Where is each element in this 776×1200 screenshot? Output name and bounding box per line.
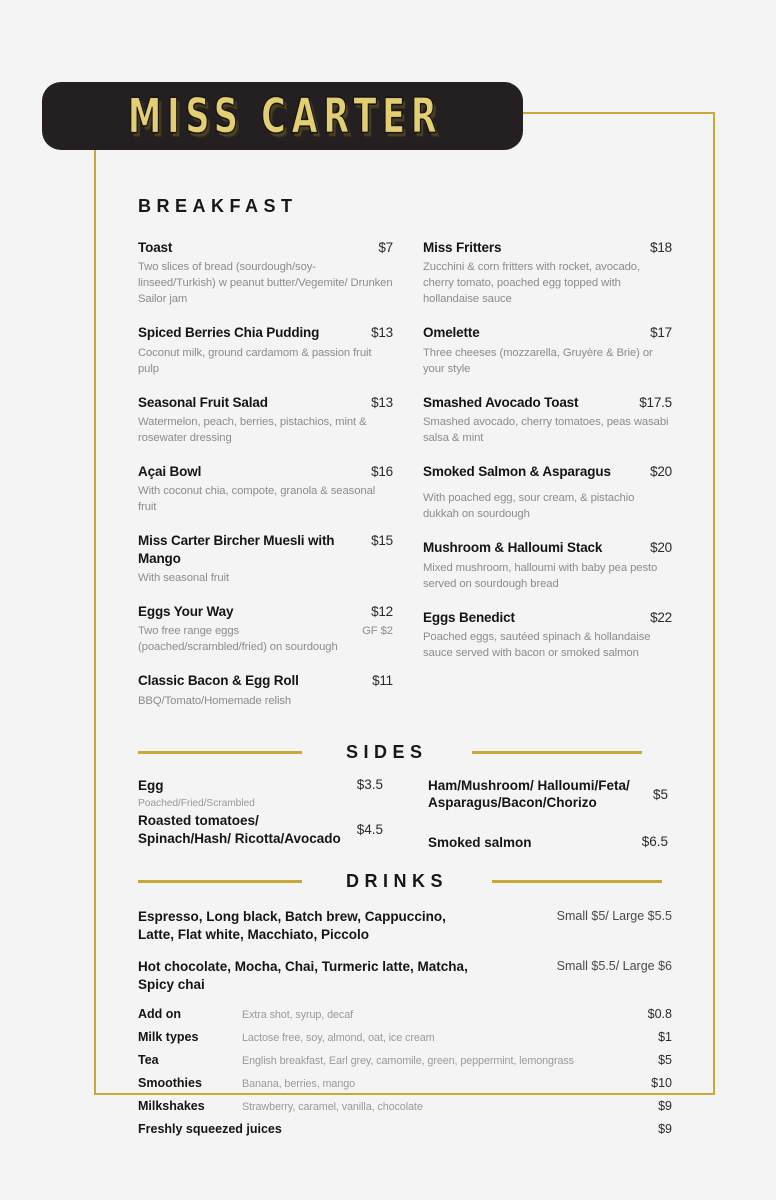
menu-item-price: $16 (371, 464, 393, 480)
menu-item-head (423, 609, 672, 626)
menu-item-description-text: Two slices of bread (sourdough/soy-linseed/Turkish) w peanut butter/Vegemite/ Drunken Sailor jam (138, 261, 393, 306)
menu-item-description (138, 345, 393, 377)
drink-line-name: Add on (138, 1007, 182, 1022)
sides-left-column (138, 777, 383, 852)
menu-item-price: $20 (650, 540, 672, 556)
menu-item-description (138, 693, 393, 709)
drink-featured-price: Small $5.5/ Large $6 (556, 958, 672, 973)
drink-line-description: Banana, berries, mango (242, 1078, 356, 1091)
menu-item-description (138, 623, 393, 655)
menu-item-name: Seasonal Fruit Salad (138, 394, 268, 410)
drink-line-row (138, 1122, 672, 1136)
menu-content (138, 196, 672, 1145)
menu-item-price: $11 (372, 673, 393, 689)
menu-item-name: Classic Bacon & Egg Roll (138, 673, 299, 689)
menu-item-price: $22 (650, 609, 672, 625)
menu-item-price: $18 (650, 240, 672, 255)
side-item-name: Smoked salmon (428, 834, 532, 850)
menu-item-name: Açai Bowl (138, 464, 202, 480)
drink-line-name: Milk types (138, 1030, 199, 1045)
side-item-price: $6.5 (641, 833, 668, 849)
menu-item (138, 532, 393, 586)
menu-item-description (423, 629, 672, 661)
menu-item-name: Miss Fritters (423, 240, 502, 255)
side-item (428, 834, 668, 852)
section-title-drinks: DRINKS (346, 871, 449, 892)
drink-line-name: Freshly squeezed juices (138, 1122, 282, 1137)
menu-item-description (138, 570, 393, 586)
title-banner (42, 82, 523, 150)
drink-line-row (138, 1099, 672, 1113)
menu-item-name: Toast (138, 240, 173, 255)
menu-item-description (138, 414, 393, 446)
drink-line-price: $9 (658, 1099, 672, 1114)
menu-item-head (138, 394, 393, 411)
menu-item-head (423, 463, 672, 480)
side-item-subtext: Poached/Fried/Scrambled (138, 798, 255, 810)
side-item-name: Egg (138, 777, 164, 793)
menu-item (138, 463, 393, 515)
menu-item-price: $17 (650, 325, 672, 341)
spacer (428, 812, 668, 834)
menu-item (138, 324, 393, 376)
menu-item-description-text: Zucchini & corn fritters with rocket, avocado, cherry tomato, poached egg topped with hollandaise sauce (423, 261, 641, 306)
sides-right-column (428, 777, 668, 852)
menu-item-head (138, 532, 393, 567)
menu-item-description-text: Smashed avocado, cherry tomatoes, peas wasabi salsa & mint (423, 415, 669, 444)
menu-item-price: $13 (371, 325, 393, 341)
drink-featured-names: Hot chocolate, Mocha, Chai, Turmeric latte, Matcha, Spicy chai (138, 958, 468, 992)
menu-item (138, 394, 393, 446)
side-item (138, 777, 383, 795)
menu-item (423, 239, 672, 307)
menu-item-description (423, 259, 672, 307)
breakfast-right-column (423, 239, 672, 726)
side-item-name: Roasted tomatoes/ Spinach/Hash/ Ricotta/Avocado (138, 813, 341, 846)
drink-line-name: Smoothies (138, 1076, 202, 1091)
menu-item-head (423, 394, 672, 411)
menu-item-description-text: Coconut milk, ground cardamom & passion fruit pulp (138, 346, 372, 375)
drink-line-price: $10 (651, 1076, 672, 1091)
divider-rule-left (138, 751, 302, 754)
menu-item-head (423, 239, 672, 256)
menu-item-price: $13 (371, 394, 393, 410)
menu-item (423, 324, 672, 376)
menu-item-head (138, 239, 393, 256)
menu-item-price: $20 (650, 464, 672, 480)
drink-line-row (138, 1053, 672, 1067)
menu-item-head (138, 324, 393, 341)
menu-item (138, 603, 393, 655)
drink-line-price: $1 (658, 1030, 672, 1045)
section-title-sides: SIDES (346, 741, 428, 762)
menu-item (423, 394, 672, 446)
menu-item-price: $17.5 (639, 394, 672, 410)
menu-item-name: Eggs Benedict (423, 609, 515, 625)
menu-item-description-text: With poached egg, sour cream, & pistachio dukkah on sourdough (423, 492, 635, 521)
drink-line-description: Strawberry, caramel, vanilla, chocolate (242, 1101, 423, 1114)
menu-item-head (423, 539, 672, 556)
menu-item-description-text: Two free range eggs (poached/scrambled/fried) on sourdough (138, 625, 338, 654)
menu-item-name: Mushroom & Halloumi Stack (423, 540, 603, 556)
menu-item-description-text: With seasonal fruit (138, 571, 230, 584)
side-item (428, 777, 668, 812)
menu-item (423, 609, 672, 661)
drink-line-row (138, 1007, 672, 1021)
divider-rule-left (138, 880, 302, 883)
side-item-price: $4.5 (356, 822, 383, 838)
menu-item-description-text: Watermelon, peach, berries, pistachios, mint & rosewater dressing (138, 415, 367, 444)
drink-featured-row (138, 958, 672, 994)
menu-item-head (138, 603, 393, 620)
menu-item-name: Omelette (423, 325, 480, 341)
menu-item-description (423, 560, 672, 592)
menu-item-price: $15 (371, 533, 393, 549)
menu-item-description (138, 259, 393, 307)
drink-line-description: Extra shot, syrup, decaf (242, 1009, 354, 1022)
drinks-block (138, 908, 672, 1136)
menu-item-name: Spiced Berries Chia Pudding (138, 325, 320, 341)
menu-item-description-text: With coconut chia, compote, granola & seasonal fruit (138, 485, 376, 514)
drink-line-description: English breakfast, Earl grey, camomile, green, peppermint, lemongrass (242, 1055, 574, 1068)
menu-item-name: Smashed Avocado Toast (423, 394, 579, 410)
menu-item-description-text: Mixed mushroom, halloumi with baby pea pesto served on sourdough bread (423, 561, 658, 590)
menu-item-description (138, 483, 393, 515)
menu-item-description (423, 345, 672, 377)
side-item (138, 812, 383, 847)
menu-item-price: $7 (378, 240, 393, 255)
drink-featured-row (138, 908, 672, 944)
page-title: MISS CARTER (128, 87, 443, 145)
menu-item-name: Miss Carter Bircher Muesli with Mango (138, 533, 335, 566)
drink-line-price: $0.8 (647, 1007, 672, 1022)
menu-item (138, 672, 393, 708)
drink-line-price: $9 (658, 1122, 672, 1137)
side-item-name: Ham/Mushroom/ Halloumi/Feta/ Asparagus/Bacon/Chorizo (428, 777, 630, 811)
menu-item (423, 463, 672, 522)
drink-featured-price: Small $5/ Large $5.5 (556, 909, 672, 924)
section-header-sides (138, 742, 672, 763)
menu-item-description-text: Poached eggs, sautéed spinach & hollandaise sauce served with bacon or smoked salmon (423, 630, 651, 659)
breakfast-left-column (138, 239, 393, 726)
side-item-price: $5 (652, 786, 668, 802)
menu-item-head (138, 672, 393, 689)
sides-columns (138, 777, 672, 852)
menu-item-name: Eggs Your Way (138, 603, 234, 619)
menu-item-note: GF $2 (362, 625, 393, 638)
section-title-breakfast: BREAKFAST (138, 196, 298, 216)
drink-line-row (138, 1030, 672, 1044)
menu-item (138, 239, 393, 307)
section-header-drinks (138, 871, 672, 892)
drinks-line-list (138, 1007, 672, 1136)
drink-line-description: Lactose free, soy, almond, oat, ice cream (242, 1032, 435, 1045)
drink-line-row (138, 1076, 672, 1090)
divider-rule-right (472, 751, 642, 754)
drink-line-price: $5 (658, 1053, 672, 1068)
menu-item-description-text: Three cheeses (mozzarella, Gruyère & Brie) or your style (423, 346, 653, 375)
menu-item-head (423, 324, 672, 341)
divider-rule-right (492, 880, 662, 883)
menu-item-description (423, 490, 672, 522)
menu-item-head (138, 463, 393, 480)
menu-item-price: $12 (371, 603, 393, 619)
menu-item-description-text: BBQ/Tomato/Homemade relish (138, 694, 292, 707)
side-item-price: $3.5 (356, 776, 383, 792)
drink-line-name: Tea (138, 1053, 159, 1068)
drink-line-name: Milkshakes (138, 1099, 205, 1114)
menu-item-name: Smoked Salmon & Asparagus (423, 464, 611, 480)
menu-item (423, 539, 672, 591)
drinks-featured-list (138, 908, 672, 994)
drink-featured-names: Espresso, Long black, Batch brew, Cappuccino, Latte, Flat white, Macchiato, Piccolo (138, 909, 446, 943)
breakfast-columns (138, 239, 672, 726)
menu-item-description (423, 414, 672, 446)
